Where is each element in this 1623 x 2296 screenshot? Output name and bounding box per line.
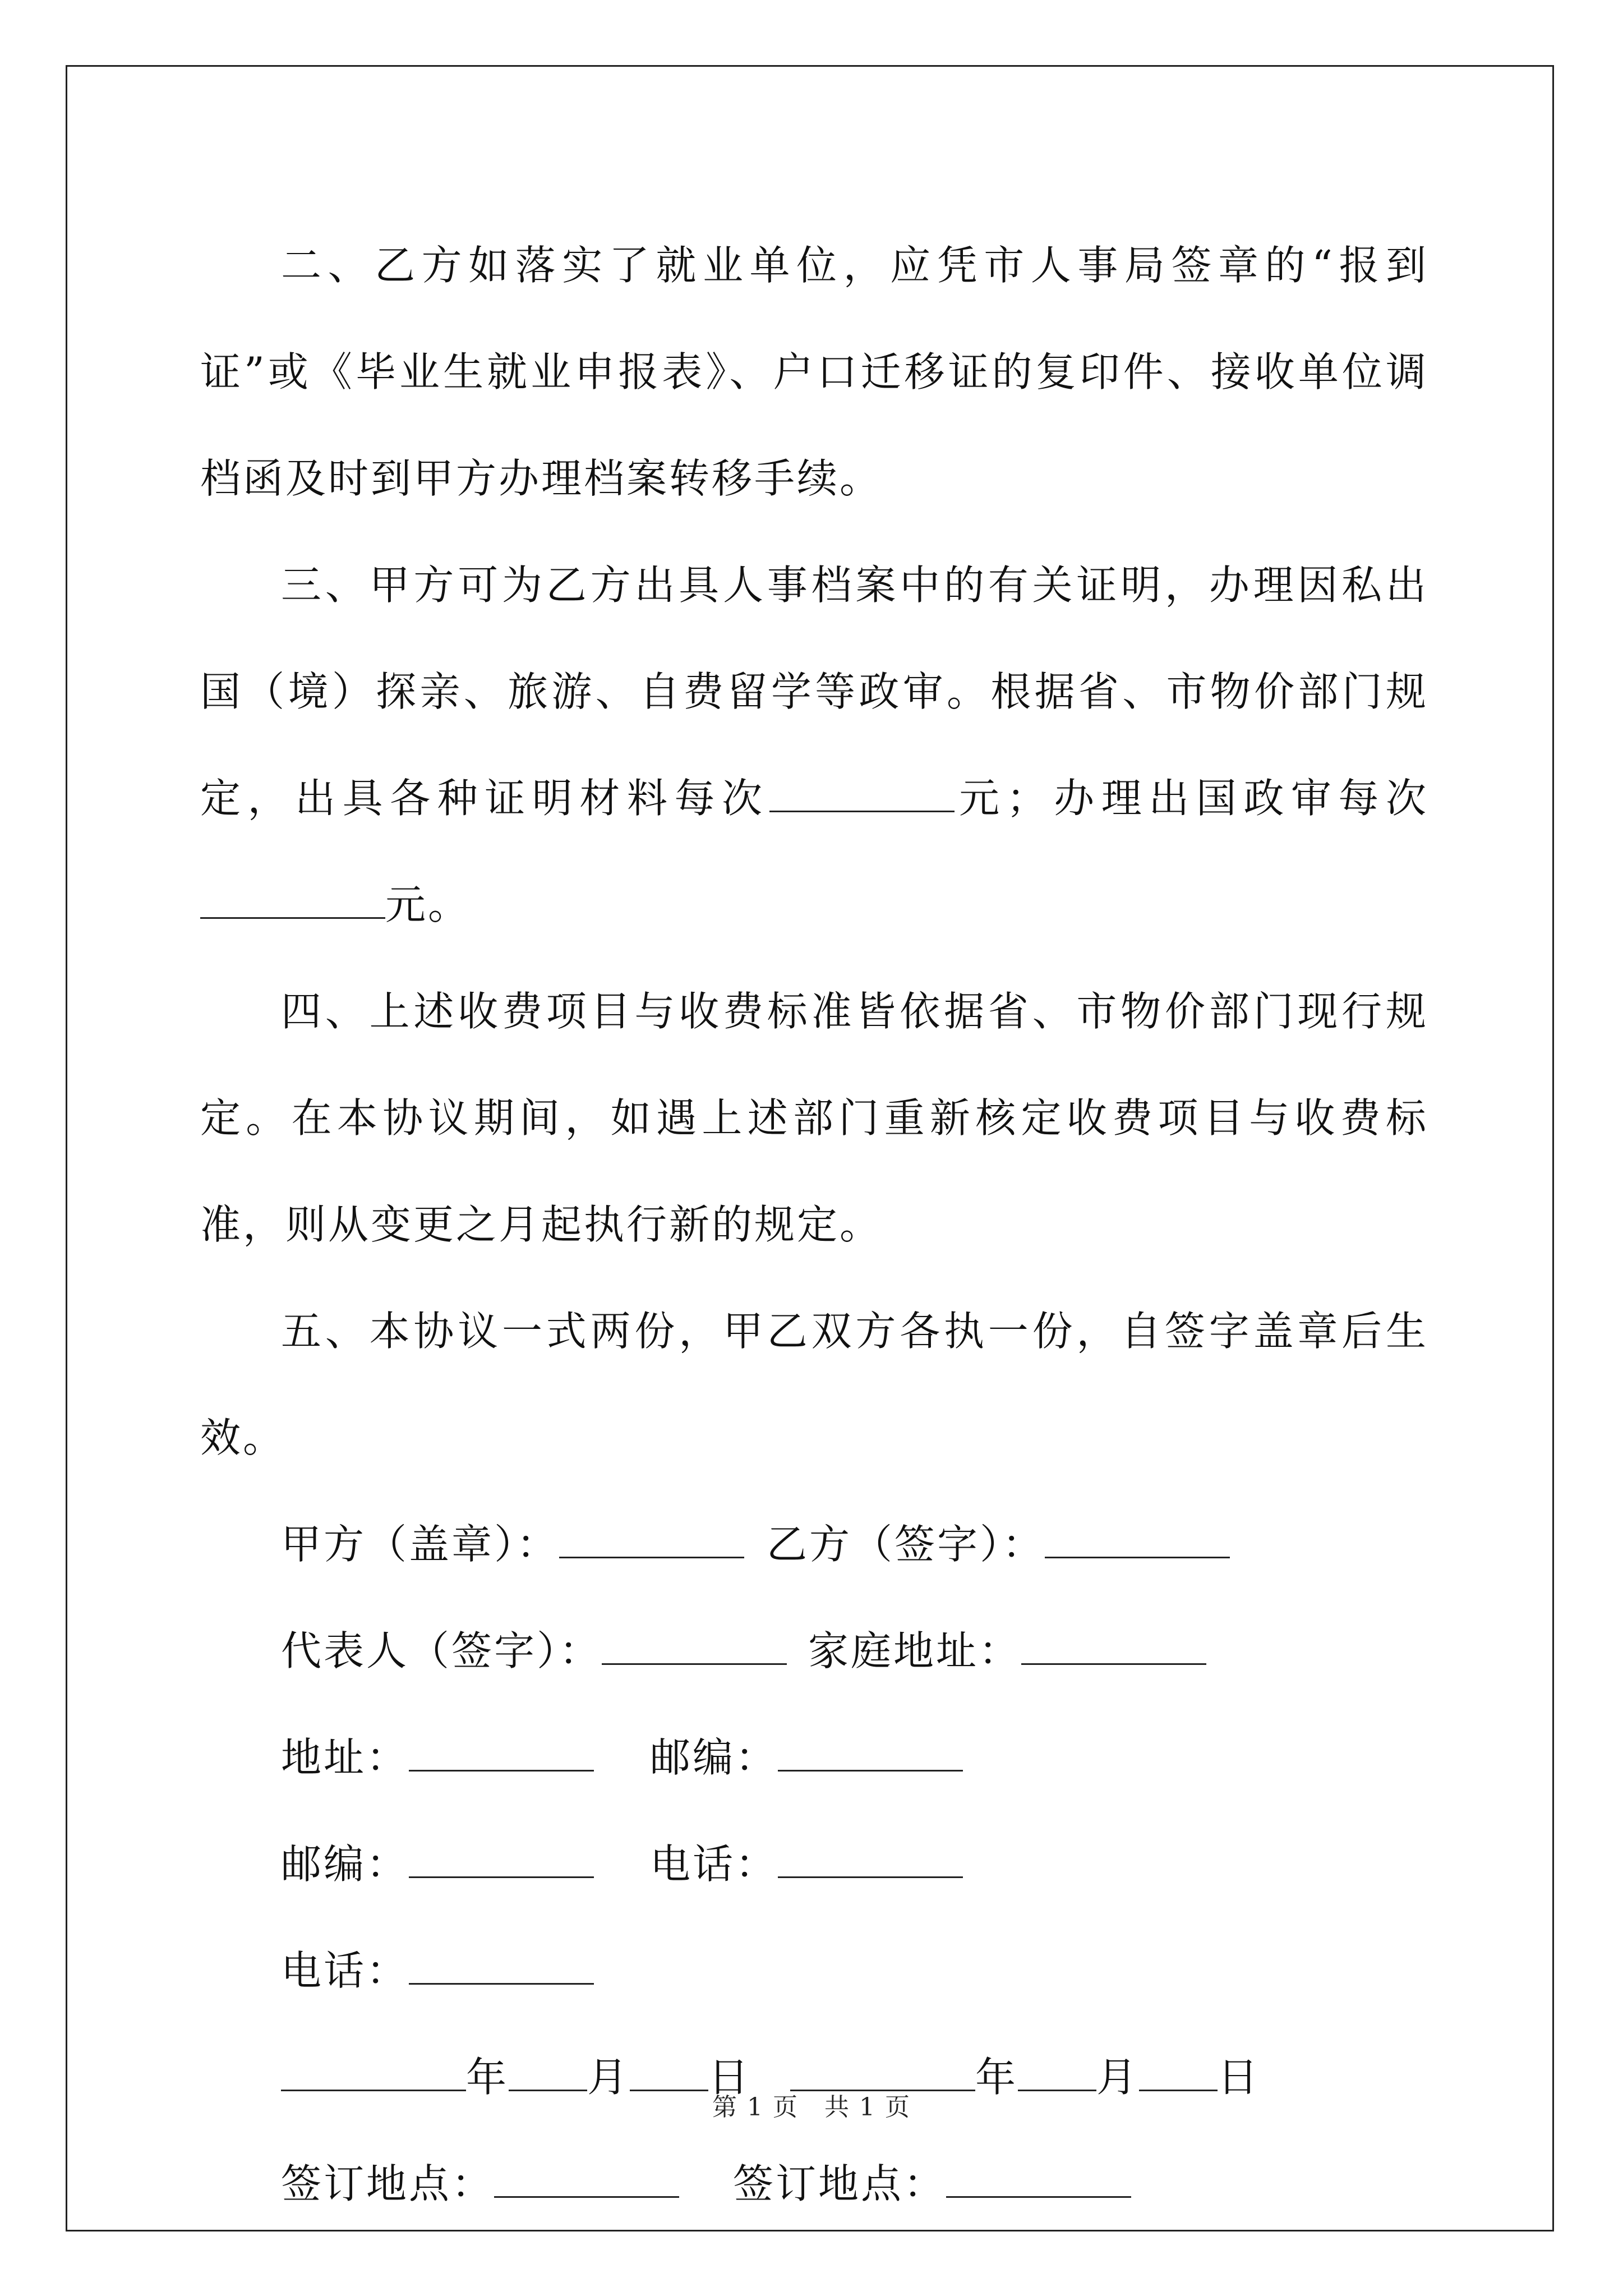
rep-sign-label: 代表人（签字）： [281,1627,602,1674]
clause-4: 四、上述收费项目与收费标准皆依据省、市物价部门现行规定。在本协议期间，如遇上述部门重新核定收费项目与收费标准，则从变更之月起执行新的规定。 [200,988,1428,1248]
postcode-a-blank[interactable] [409,1843,594,1878]
postcode-a-label: 邮编： [281,1841,409,1888]
home-address-field [808,1598,1206,1704]
postcode-b-blank[interactable] [778,1736,963,1772]
party-b-sign-blank[interactable] [1045,1523,1230,1558]
party-b-sign-field [767,1491,1230,1598]
signature-row-4 [200,1811,1428,1917]
party-a-seal-blank[interactable] [559,1523,744,1558]
signature-row-1 [200,1491,1428,1598]
certificate-fee-blank[interactable] [769,777,955,812]
clause-5: 五、本协议一式两份，甲乙双方各执一份，自签字盖章后生效。 [200,1308,1428,1461]
phone-a-blank[interactable] [409,1949,594,1985]
date-a-day-label: 日 [708,2054,751,2101]
party-b-sign-label: 乙方（签字）： [767,1521,1045,1568]
rep-sign-blank[interactable] [602,1630,787,1665]
phone-a-label: 电话： [281,1947,409,1994]
date-b-day-label: 日 [1218,2054,1261,2101]
clause-2: 二、乙方如落实了就业单位，应凭市人事局签章的“报到证”或《毕业生就业申报表》、户口迁移证的复印件、接收单位调档函及时到甲方办理档案转移手续。 [200,242,1428,502]
date-a-month-label: 月 [587,2054,630,2101]
date-b-month-label: 月 [1096,2054,1140,2101]
phone-b-label: 电话： [650,1841,778,1888]
clause-3-text-a: 三、甲方可为乙方出具人事档案中的有关证明，办理因私出国（境）探亲、旅游、自费留学等政审。根据省、市物价部门规定，出具各种证明材料每次 [200,562,1428,822]
home-address-blank[interactable] [1021,1630,1206,1665]
signature-row-2 [200,1598,1428,1704]
postcode-b-field [650,1704,963,1811]
address-label: 地址： [281,1734,409,1781]
phone-b-field [650,1811,963,1917]
clause-3-text-b: 元；办理出国政审每次 [954,775,1428,822]
sign-place-b-field [733,2131,1131,2237]
sign-place-a-field [281,2131,679,2237]
rep-sign-field [281,1598,787,1704]
date-b-year-blank[interactable] [790,2056,975,2091]
date-a-month-blank[interactable] [509,2056,587,2091]
signature-row-3 [200,1704,1428,1811]
page-number-footer: 第 1 页 共 1 页 [712,2093,911,2122]
signature-row-5 [200,1917,1428,2024]
phone-b-blank[interactable] [778,1843,963,1878]
home-address-label: 家庭地址： [808,1627,1022,1674]
review-fee-blank[interactable] [200,884,385,919]
phone-a-field [281,1917,594,2024]
party-a-seal-field [281,1491,744,1598]
sign-place-a-label: 签订地点： [281,2160,495,2207]
postcode-b-label: 邮编： [650,1734,778,1781]
date-b-year-label: 年 [975,2054,1018,2101]
party-a-seal-label: 甲方（盖章）： [281,1521,560,1568]
sign-place-b-blank[interactable] [946,2162,1131,2198]
clause-3 [200,532,1428,958]
address-field [281,1704,594,1811]
postcode-a-field [281,1811,594,1917]
signature-row-place [200,2131,1428,2237]
date-a-year-label: 年 [466,2054,509,2101]
sign-place-a-blank[interactable] [494,2162,679,2198]
document-body [200,212,1428,2237]
sign-place-b-label: 签订地点： [733,2160,947,2207]
date-a-year-blank[interactable] [281,2056,466,2091]
clause-3-text-c: 元。 [385,881,471,928]
address-blank[interactable] [409,1736,594,1772]
date-b-day-blank[interactable] [1139,2056,1218,2091]
date-a-day-blank[interactable] [630,2056,708,2091]
date-b-month-blank[interactable] [1018,2056,1096,2091]
